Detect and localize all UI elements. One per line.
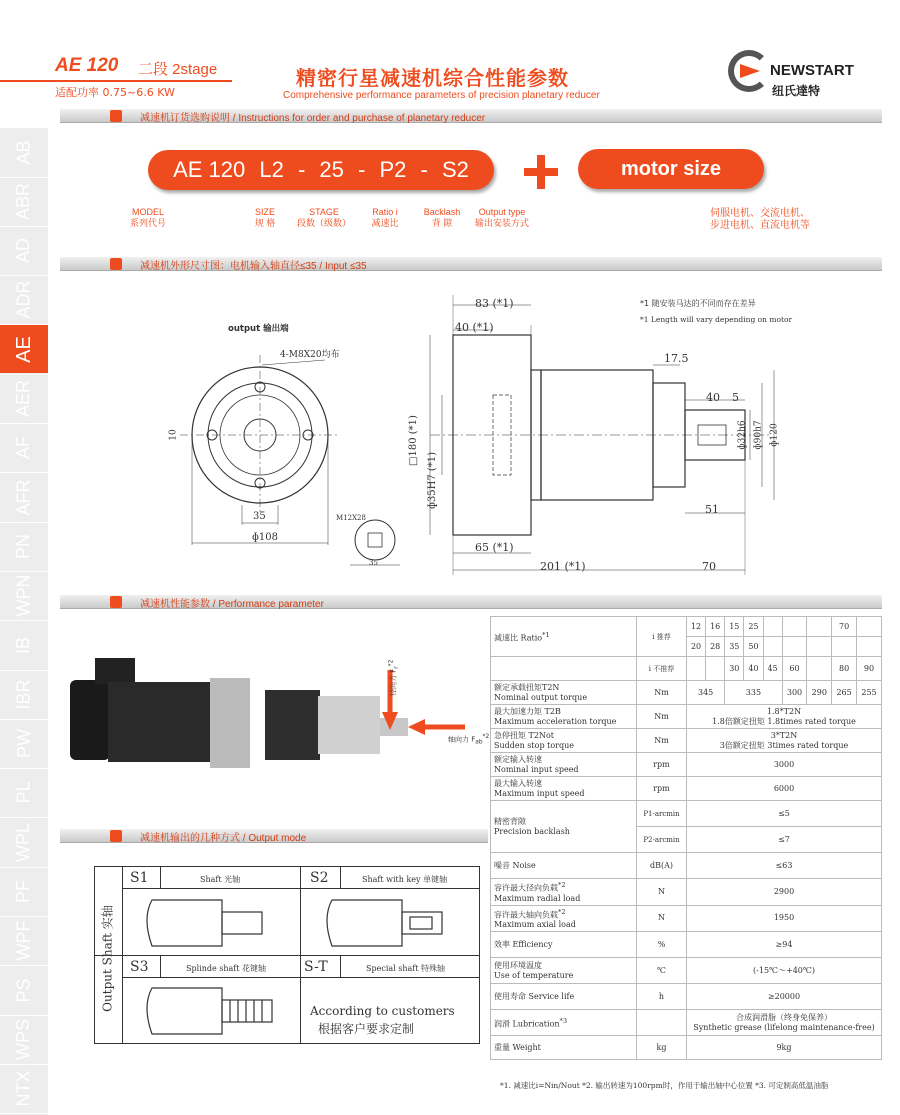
dim-note1: *1 随安装马达的不同而存在差异 bbox=[640, 299, 756, 308]
shaft-drawings bbox=[122, 888, 480, 1044]
header-stage: 二段 2stage bbox=[138, 61, 218, 78]
output-side-label: Output Shaft 实轴 bbox=[100, 905, 115, 1012]
ratio-label: 减速比 Ratio$^{*1}$ bbox=[491, 617, 637, 657]
dim-d201: 201 (*1) bbox=[540, 560, 586, 573]
custom-cn: 根据客户要求定制 bbox=[318, 1022, 415, 1036]
sidebar-item-wpf[interactable] bbox=[0, 917, 48, 965]
sidebar-item-ps[interactable] bbox=[0, 966, 48, 1014]
motor-size-pill: motor size bbox=[578, 149, 764, 189]
order-code-part: AE 120 bbox=[173, 157, 246, 182]
sidebar-item-label: AE bbox=[12, 335, 35, 363]
sidebar-item-label: IBR bbox=[13, 679, 34, 710]
dim-d83: 83 (*1) bbox=[475, 297, 514, 310]
sidebar-item-label: PL bbox=[13, 781, 34, 804]
sidebar-item-aer[interactable] bbox=[0, 375, 48, 423]
s3-code: S3 bbox=[130, 959, 149, 975]
sidebar-item-label: AB bbox=[13, 139, 34, 165]
sidebar-item-label: WPN bbox=[13, 574, 34, 617]
label-output-type: Output type 输出安装方式 bbox=[474, 207, 529, 228]
dim-d175: 17.5 bbox=[664, 352, 689, 365]
output-mode-vline bbox=[160, 866, 161, 888]
section-title-output: 减速机输出的几种方式 / Output mode bbox=[140, 833, 307, 844]
sidebar-item-abr[interactable] bbox=[0, 177, 48, 225]
header-underline bbox=[0, 80, 232, 82]
order-code-part: - bbox=[358, 157, 366, 182]
section-title-perf: 减速机性能参数 / Performance parameter bbox=[140, 599, 324, 610]
section-marker bbox=[110, 110, 122, 122]
order-code-part: S2 bbox=[441, 157, 469, 182]
label-stage: STAGE 段数（级数） bbox=[296, 207, 351, 228]
sidebar-item-ab[interactable] bbox=[0, 128, 48, 176]
sidebar-item-ad[interactable] bbox=[0, 227, 48, 275]
sidebar-item-pn[interactable] bbox=[0, 522, 48, 570]
sidebar-item-label: ADR bbox=[13, 280, 34, 319]
order-code-pill bbox=[148, 150, 494, 190]
dim-key35: 35 bbox=[369, 559, 378, 567]
sidebar-item-label: WPS bbox=[13, 1018, 34, 1060]
section-title-dims: 减速机外形尺寸图：电机输入轴直径≤35 / Input ≤35 bbox=[140, 261, 367, 272]
sidebar-item-label: WPL bbox=[13, 822, 34, 862]
sidebar-item-pl[interactable] bbox=[0, 769, 48, 817]
page-subtitle: Comprehensive performance parameters of precision planetary reducer bbox=[283, 90, 600, 101]
sidebar-item-wpn[interactable] bbox=[0, 572, 48, 620]
dim-d108: ɸ108 bbox=[252, 532, 279, 543]
sidebar-item-label: IB bbox=[13, 636, 34, 654]
label-motor-types: 伺服电机、交流电机、 步进电机、直流电机等 bbox=[710, 208, 810, 231]
sidebar-item-label: AFR bbox=[13, 479, 34, 516]
sidebar-item-label: WPF bbox=[13, 920, 34, 961]
footnote: *1. 减速比i=Nin/Nout *2. 输出转速为100rpm时，作用于输出轴中心位置 *3. 可定制高低温油脂 bbox=[500, 1081, 829, 1090]
dim-d32: ɸ32h6 bbox=[737, 420, 748, 450]
s1-code: S1 bbox=[130, 870, 149, 886]
order-code-part: 25 bbox=[319, 157, 344, 182]
sidebar-item-af[interactable] bbox=[0, 424, 48, 472]
sidebar-item-ibr[interactable] bbox=[0, 670, 48, 718]
sidebar-item-ntx[interactable] bbox=[0, 1065, 48, 1113]
section-title-order: 减速机订货选购说明 / Instructions for order and purchase of planetary reducer bbox=[140, 113, 486, 124]
sidebar-item-afr[interactable] bbox=[0, 473, 48, 521]
s3-text: Splinde shaft 花键轴 bbox=[186, 964, 267, 973]
axial-force-label: 轴向力 $F_{ab}^{*2}$ bbox=[448, 734, 490, 746]
order-code-part: L2 bbox=[259, 157, 284, 182]
sidebar-item-label: PF bbox=[13, 879, 34, 904]
order-code-part: P2 bbox=[379, 157, 407, 182]
sidebar-item-label: AF bbox=[13, 436, 34, 460]
dim-d10: 10 bbox=[168, 429, 179, 441]
reducer-side-view bbox=[430, 295, 774, 575]
sidebar-item-adr[interactable] bbox=[0, 276, 48, 324]
order-code-part: - bbox=[297, 157, 306, 182]
st-text: Special shaft 特殊轴 bbox=[366, 964, 445, 973]
sidebar-item-wps[interactable] bbox=[0, 1015, 48, 1063]
dim-sq180: □180 (*1) bbox=[407, 415, 419, 466]
header-model: AE 120 bbox=[55, 55, 119, 76]
sidebar-item-label: AER bbox=[13, 379, 34, 418]
dim-d40: 40 (*1) bbox=[455, 321, 494, 334]
brand-name-cn: 纽氏達特 bbox=[772, 84, 821, 98]
label-size: SIZE 规 格 bbox=[254, 207, 276, 228]
sidebar-item-label: AD bbox=[13, 238, 34, 264]
page-title: 精密行星减速机综合性能参数 bbox=[296, 66, 569, 90]
label-backlash: Backlash 背 隙 bbox=[423, 207, 461, 228]
sidebar-item-label: ABR bbox=[13, 182, 34, 220]
order-code-part: - bbox=[420, 157, 428, 182]
s1-text: Shaft 光轴 bbox=[200, 875, 241, 884]
sidebar-item-wpl[interactable] bbox=[0, 818, 48, 866]
dim-d357: ɸ35H7 (*1) bbox=[427, 451, 439, 510]
dim-d35: 35 bbox=[253, 511, 266, 522]
custom-en: According to customers bbox=[310, 1004, 455, 1018]
dim-note2: *1 Length will vary depending on motor bbox=[640, 315, 793, 324]
s2-text: Shaft with key 单键轴 bbox=[362, 875, 448, 884]
performance-table: 减速比 Ratio$^{*1}$ i 推荐 12 16 15 25 70 20 28 35 50 i 不推荐 30 40 45 60 80 90 额定承载扭矩T2N Nominal output torque Nm 345 335 300 290 265 255 最大加速力矩 T2B Maximum acceleration torque Nm 1.8*T2N 1.8倍额定扭矩 1.8times rated torque 急停扭矩 T2Not Sudden stop torque Nm 3*T2N 3倍额定扭矩 3times rated torque 额定输入转速 Nominal input speed rpm 3000 最大输入转速 Maximum input speed rpm 6000 精密背隙 Precision backlash P1-arcmin ≤5 P2-arcmin ≤7 噪音 Noise dB(A) ≤63 容许最大径向负载$^{*2}$ Maximum radial load N 2900 容许最大轴向负载$^{*2}$ Maximum axial load N 1950 效率 Efficiency % ≥94 使用环境温度 Use of temperature ℃ (-15℃～+40℃) 使用寿命 Service life h ≥20000 润滑 Lubrication$^{*3}$ 合成润滑脂（终身免保养） Synthetic grease (lifelong maintenance-free) 重量 Weight kg 9kg bbox=[490, 616, 882, 1060]
dim-d51: 51 bbox=[705, 503, 719, 516]
sidebar-item-pw[interactable] bbox=[0, 720, 48, 768]
section-marker bbox=[110, 258, 122, 270]
s2-code: S2 bbox=[310, 870, 329, 886]
motor-reducer-photo bbox=[60, 650, 480, 790]
brand-name: NEWSTART bbox=[770, 62, 854, 79]
label-ratio: Ratio i 减速比 bbox=[371, 207, 399, 228]
radial-force-label: 径向力 $F_r^{*2}$ bbox=[388, 659, 401, 697]
dim-d40b: 40 bbox=[706, 391, 720, 404]
sidebar-item-label: PN bbox=[13, 533, 34, 559]
sidebar-item-ae[interactable] bbox=[0, 325, 48, 373]
section-marker bbox=[110, 830, 122, 842]
dim-d90: ɸ90h7 bbox=[753, 420, 764, 450]
sidebar bbox=[0, 128, 48, 1115]
output-mode-vline bbox=[340, 866, 341, 888]
dim-key: M12X28 bbox=[336, 514, 366, 522]
sidebar-item-label: PS bbox=[13, 978, 34, 1003]
dim-holes: 4-M8X20均布 bbox=[280, 350, 340, 360]
dim-d65: 65 (*1) bbox=[475, 541, 514, 554]
dim-d5: 5 bbox=[732, 391, 739, 404]
dim-d70: 70 bbox=[702, 560, 716, 573]
sidebar-separator bbox=[0, 1113, 48, 1114]
sidebar-item-ib[interactable] bbox=[0, 621, 48, 669]
dim-output-label: output 输出端 bbox=[228, 324, 289, 334]
plus-icon bbox=[524, 155, 558, 189]
sidebar-item-label: NTX bbox=[13, 1070, 34, 1107]
sidebar-item-pf[interactable] bbox=[0, 868, 48, 916]
label-model: MODEL 系列代号 bbox=[129, 207, 166, 228]
st-code: S-T bbox=[304, 959, 328, 975]
section-marker bbox=[110, 596, 122, 608]
dim-d120: ɸ120 bbox=[769, 423, 780, 447]
sidebar-item-label: PW bbox=[13, 729, 34, 759]
header-power: 适配功率 0.75~6.6 KW bbox=[55, 86, 175, 99]
